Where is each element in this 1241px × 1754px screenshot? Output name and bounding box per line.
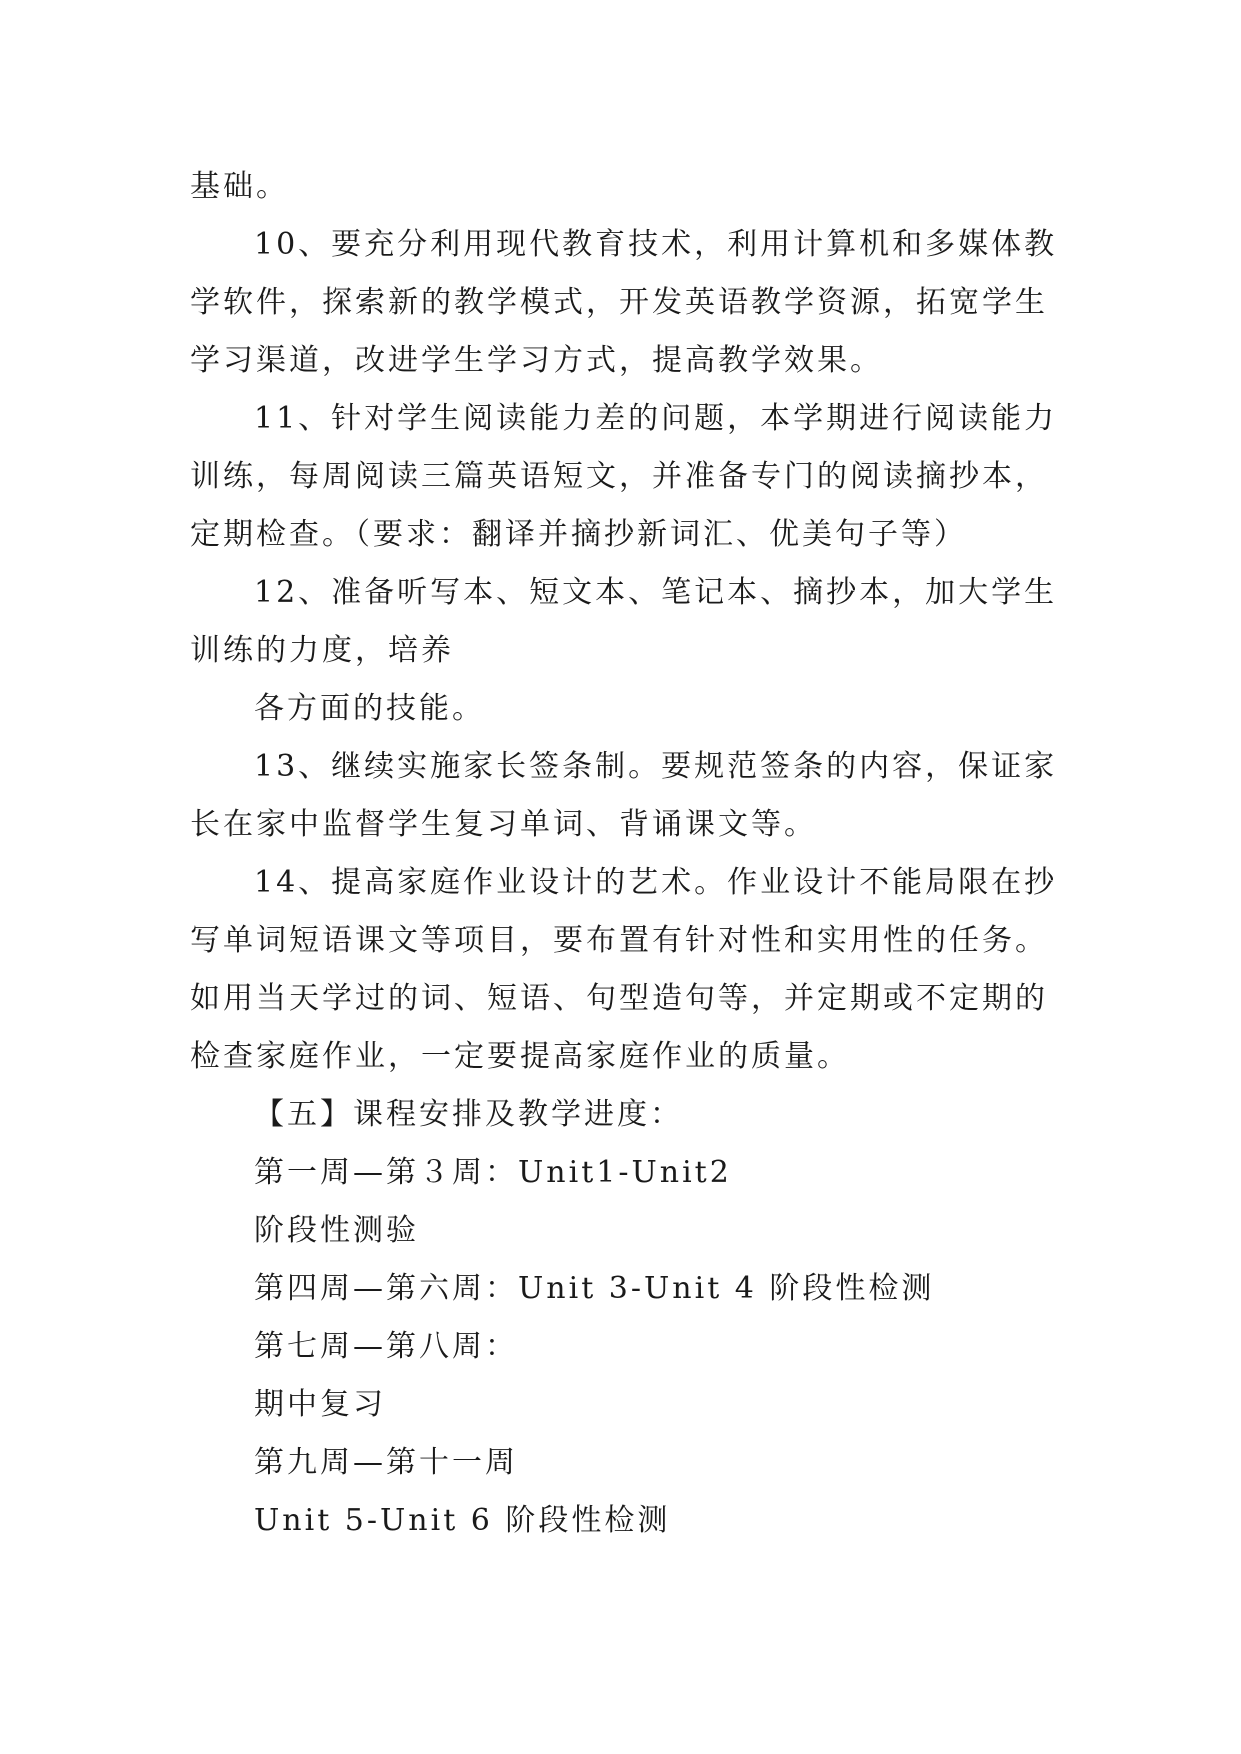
schedule-line: Unit 5-Unit 6 阶段性检测 (254, 1503, 671, 1538)
schedule-line: 期中复习 (254, 1387, 386, 1422)
text-line: 训练，每周阅读三篇英语短文，并准备专门的阅读摘抄本， (190, 459, 1048, 494)
schedule-line: 阶段性测验 (254, 1213, 419, 1248)
schedule-line: 第一周—第３周：Unit1-Unit2 (254, 1155, 732, 1190)
schedule-line: 第七周—第八周： (254, 1329, 518, 1364)
schedule-line: 第九周—第十一周 (254, 1445, 518, 1480)
text-line: 检查家庭作业，一定要提高家庭作业的质量。 (190, 1039, 850, 1074)
text-line: 14、提高家庭作业设计的艺术。作业设计不能局限在抄 (254, 865, 1058, 900)
text-line: 定期检查。（要求：翻译并摘抄新词汇、优美句子等） (190, 517, 967, 552)
text-line: 13、继续实施家长签条制。要规范签条的内容，保证家 (254, 749, 1058, 784)
text-line: 基础。 (190, 169, 289, 204)
text-line: 如用当天学过的词、短语、句型造句等，并定期或不定期的 (190, 981, 1048, 1016)
text-line: 10、要充分利用现代教育技术，利用计算机和多媒体教 (254, 227, 1058, 262)
text-line: 11、针对学生阅读能力差的问题，本学期进行阅读能力 (254, 401, 1058, 436)
text-line: 学软件，探索新的教学模式，开发英语教学资源，拓宽学生 (190, 285, 1048, 320)
schedule-line: 第四周—第六周：Unit 3-Unit 4 阶段性检测 (254, 1271, 935, 1306)
text-line: 学习渠道，改进学生学习方式，提高教学效果。 (190, 343, 883, 378)
text-line: 训练的力度，培养 (190, 633, 454, 668)
text-line: 12、准备听写本、短文本、笔记本、摘抄本，加大学生 (254, 575, 1058, 610)
text-line: 写单词短语课文等项目，要布置有针对性和实用性的任务。 (190, 923, 1048, 958)
text-line: 各方面的技能。 (254, 691, 485, 726)
document-body (190, 158, 1070, 1550)
section-heading: 【五】课程安排及教学进度： (254, 1097, 683, 1132)
text-line: 长在家中监督学生复习单词、背诵课文等。 (190, 807, 817, 842)
